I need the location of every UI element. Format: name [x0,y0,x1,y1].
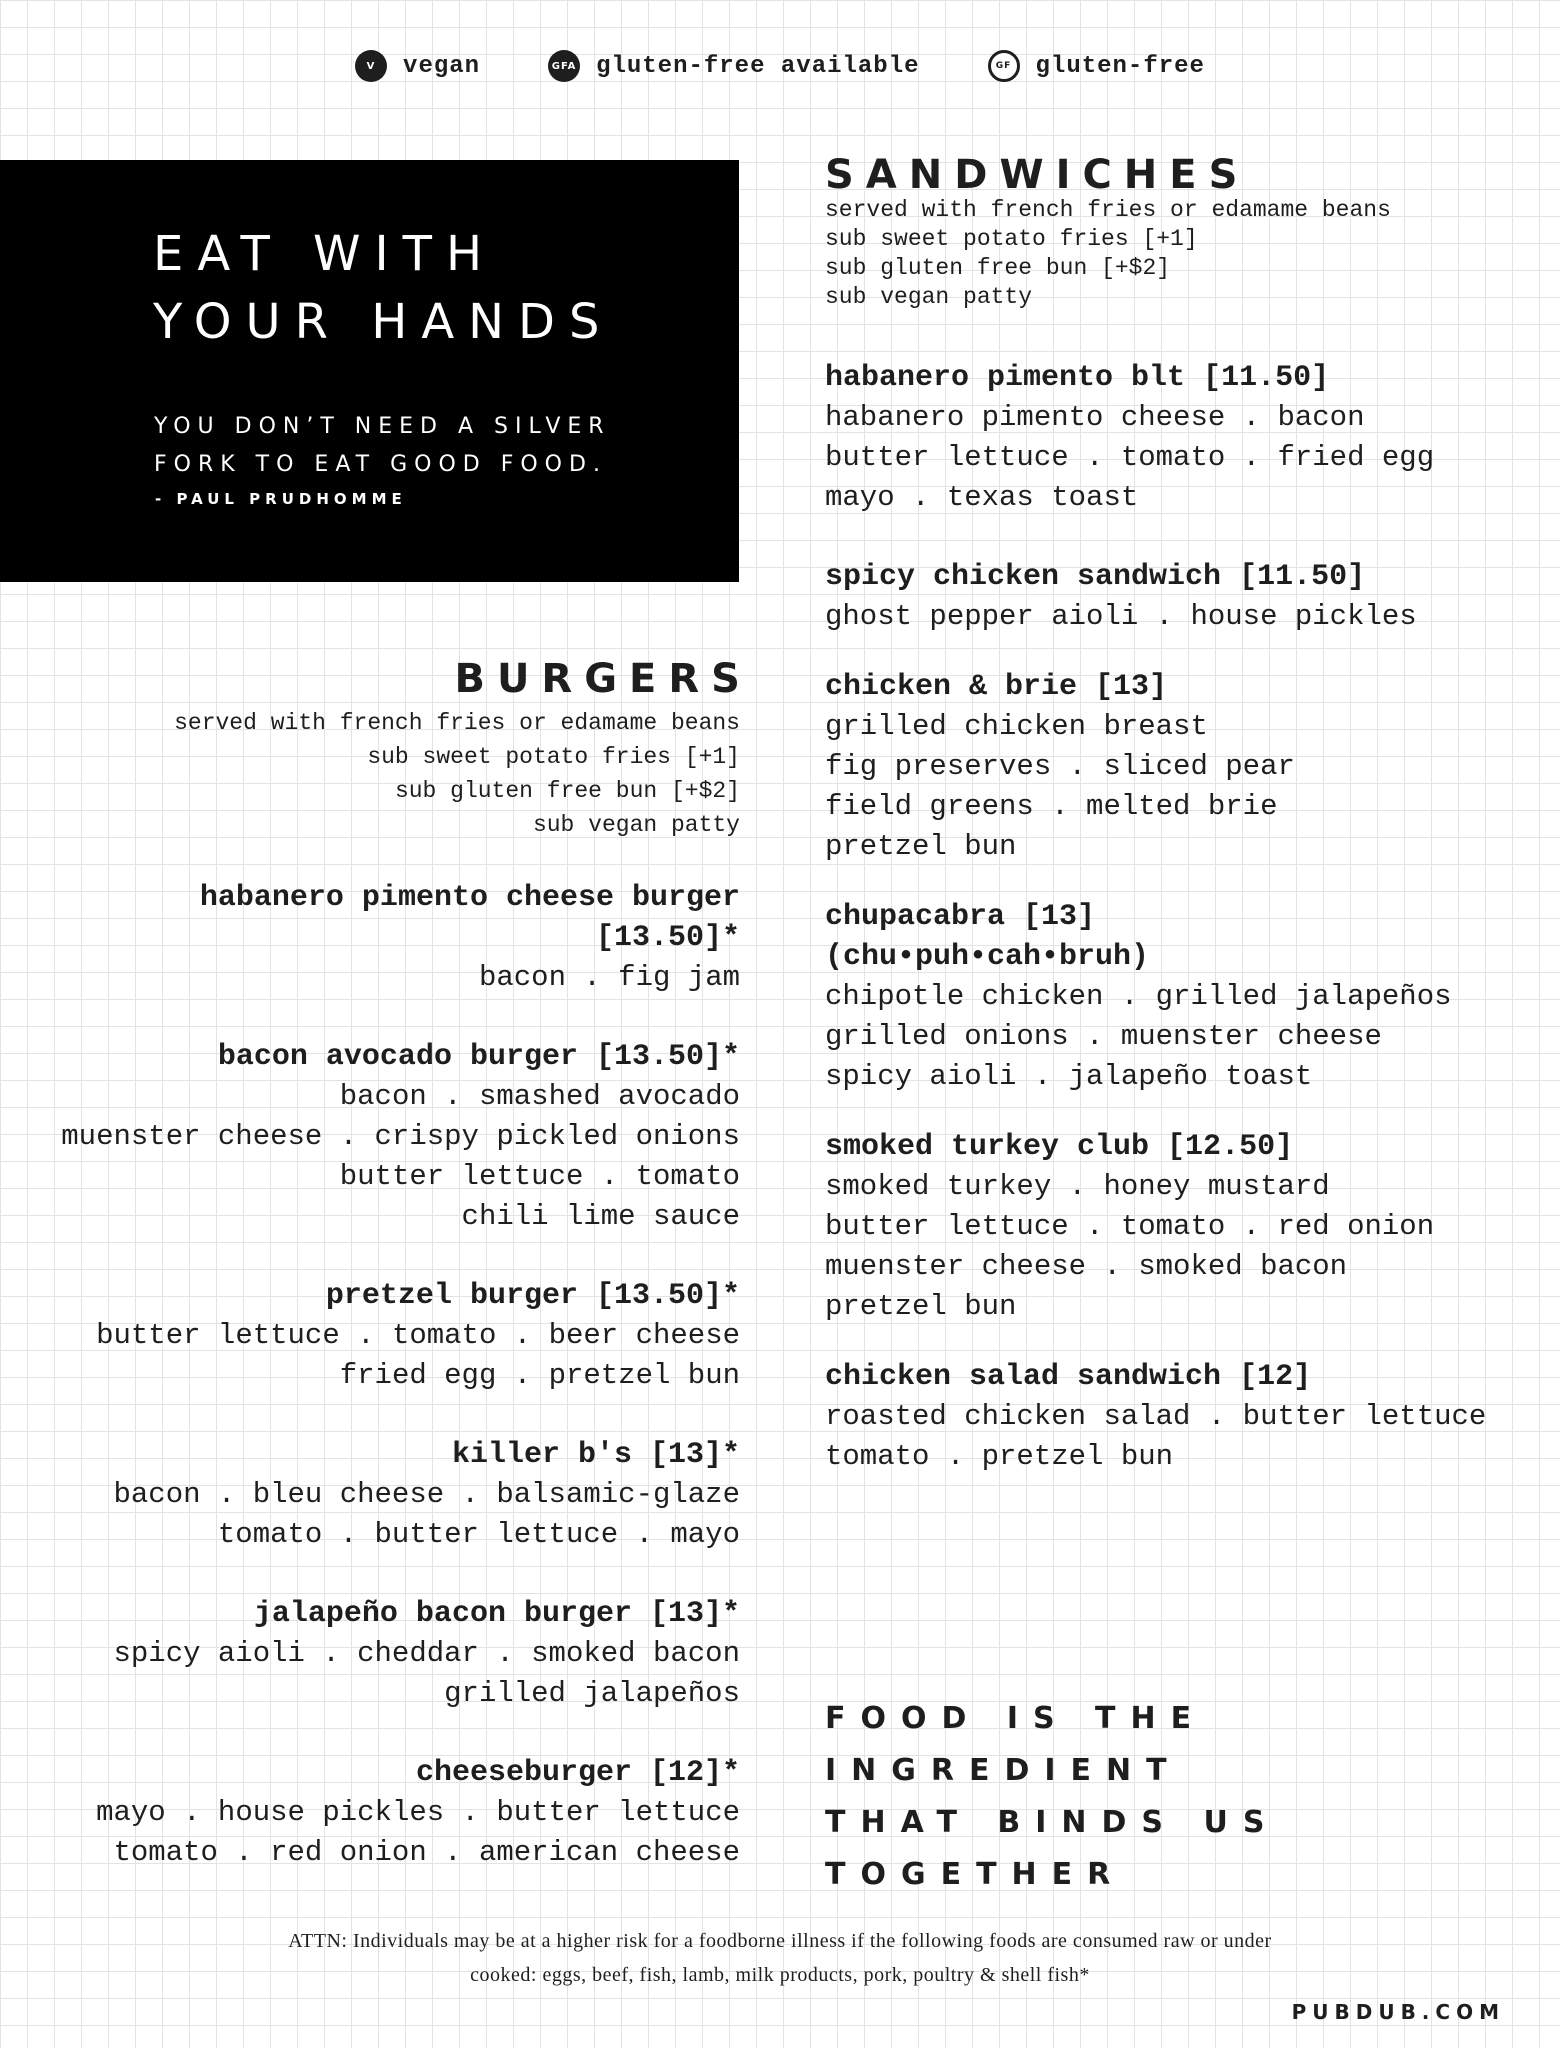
hero-title-line2: YOUR HANDS [153,294,614,350]
menu-item-desc: mayo . house pickles . butter lettuce [96,1796,740,1829]
menu-item-desc: grilled jalapeños [444,1677,740,1710]
hero-quote-author: - PAUL PRUDHOMME [155,490,407,508]
allergy-notice-line1: ATTN: Individuals may be at a higher risk for a foodborne illness if the following foods are consumed raw or under [288,1930,1272,1952]
gluten-free-available-icon: GFA [548,50,580,82]
menu-item-desc: fig preserves . sliced pear [825,750,1295,783]
allergy-notice [0,1924,1560,1992]
menu-item-desc: chipotle chicken . grilled jalapeños [825,980,1452,1013]
legend-gluten-free-available [548,50,919,82]
menu-item-name: chupacabra [13] [825,900,1096,934]
menu-item [40,1753,740,1873]
burgers-note: sub gluten free bun [+$2] [394,778,740,804]
menu-item [40,1276,740,1396]
sandwiches-note: served with french fries or edamame beans [825,197,1391,223]
gluten-free-icon: GF [988,50,1020,82]
menu-item [825,557,1525,637]
menu-item [825,897,1525,1097]
hero-block [0,160,739,582]
allergy-notice-line2: cooked: eggs, beef, fish, lamb, milk products, pork, poultry & shell fish* [470,1964,1090,1986]
hero-title [153,220,613,356]
burgers-section [40,656,752,1912]
menu-item-desc: butter lettuce . tomato . red onion [825,1210,1435,1243]
sandwiches-notes [825,196,1525,312]
vegan-icon: V [355,50,387,82]
burgers-title: BURGERS [454,656,752,702]
menu-item-name: habanero pimento blt [11.50] [825,361,1330,395]
menu-item-desc: ghost pepper aioli . house pickles [825,600,1417,633]
sandwiches-section [825,152,1525,1516]
footer-quote-line1: FOOD IS THE INGREDIENT [825,1701,1207,1788]
legend-gfa-label: gluten-free available [596,52,920,80]
menu-item [825,1127,1525,1327]
burgers-note: sub sweet potato fries [+1] [367,744,740,770]
burgers-note: sub vegan patty [532,812,740,838]
menu-item-name: chicken salad sandwich [12] [825,1360,1312,1394]
legend-gf-label: gluten-free [1035,52,1205,80]
menu-item-name: chicken & brie [13] [825,670,1168,704]
menu-item-desc: roasted chicken salad . butter lettuce [825,1400,1487,1433]
menu-item-desc: grilled chicken breast [825,710,1208,743]
burgers-note: served with french fries or edamame beans [174,710,740,736]
menu-item-name: habanero pimento cheese burger [13.50]* [199,881,740,955]
menu-item-name: killer b's [13]* [451,1438,740,1472]
menu-item-desc: habanero pimento cheese . bacon [825,401,1365,434]
menu-item-desc: field greens . melted brie [825,790,1278,823]
menu-item-desc: tomato . red onion . american cheese [113,1836,740,1869]
menu-item-name: bacon avocado burger [13.50]* [217,1040,740,1074]
menu-item-desc: grilled onions . muenster cheese [825,1020,1382,1053]
menu-item [40,1037,740,1237]
footer-quote [825,1693,1560,1901]
burgers-notes [40,706,740,842]
menu-item-desc: butter lettuce . tomato . fried egg [825,441,1435,474]
menu-item-desc: tomato . butter lettuce . mayo [217,1518,740,1551]
menu-item [825,1357,1525,1477]
menu-item-desc: bacon . bleu cheese . balsamic-glaze [113,1478,740,1511]
menu-item [40,1594,740,1714]
sandwiches-note: sub gluten free bun [+$2] [825,255,1171,281]
menu-item-desc: spicy aioli . cheddar . smoked bacon [113,1637,740,1670]
menu-item [40,1435,740,1555]
hero-quote-line2: FORK TO EAT GOOD FOOD. [154,452,607,477]
menu-item-pronunciation: (chu•puh•cah•bruh) [825,940,1150,974]
legend-vegan-label: vegan [403,52,481,80]
menu-item-desc: muenster cheese . smoked bacon [825,1250,1348,1283]
menu-item-desc: butter lettuce . tomato . beer cheese [96,1319,740,1352]
footer-quote-line2: THAT BINDS US TOGETHER [825,1805,1280,1892]
menu-item-name: spicy chicken sandwich [11.50] [825,560,1366,594]
menu-item [825,667,1525,867]
menu-item-desc: pretzel bun [825,830,1017,863]
menu-item-desc: butter lettuce . tomato [339,1160,740,1193]
menu-item-desc: pretzel bun [825,1290,1017,1323]
menu-item [825,358,1525,518]
menu-item-desc: bacon . smashed avocado [339,1080,740,1113]
menu-item [40,878,740,998]
dietary-legend [0,50,1560,82]
hero-quote-line1: YOU DON’T NEED A SILVER [154,414,611,439]
hero-title-line1: EAT WITH [153,226,497,282]
sandwiches-note: sub vegan patty [825,284,1033,310]
legend-gluten-free [988,50,1205,82]
sandwiches-title: SANDWICHES [825,152,1250,198]
menu-item-name: pretzel burger [13.50]* [325,1279,740,1313]
hero-quote [154,408,611,484]
menu-item-name: jalapeño bacon burger [13]* [253,1597,740,1631]
menu-item-name: cheeseburger [12]* [415,1756,740,1790]
menu-item-desc: bacon . fig jam [478,961,740,994]
sandwiches-note: sub sweet potato fries [+1] [825,226,1198,252]
menu-item-desc: spicy aioli . jalapeño toast [825,1060,1313,1093]
menu-item-desc: muenster cheese . crispy pickled onions [61,1120,740,1153]
menu-item-desc: smoked turkey . honey mustard [825,1170,1330,1203]
menu-item-desc: mayo . texas toast [825,481,1139,514]
website-link[interactable]: PUBDUB.COM [1291,2000,1505,2024]
legend-vegan [355,50,480,82]
menu-item-desc: fried egg . pretzel bun [339,1359,740,1392]
menu-item-desc: tomato . pretzel bun [825,1440,1174,1473]
menu-item-desc: chili lime sauce [461,1200,740,1233]
menu-item-name: smoked turkey club [12.50] [825,1130,1294,1164]
